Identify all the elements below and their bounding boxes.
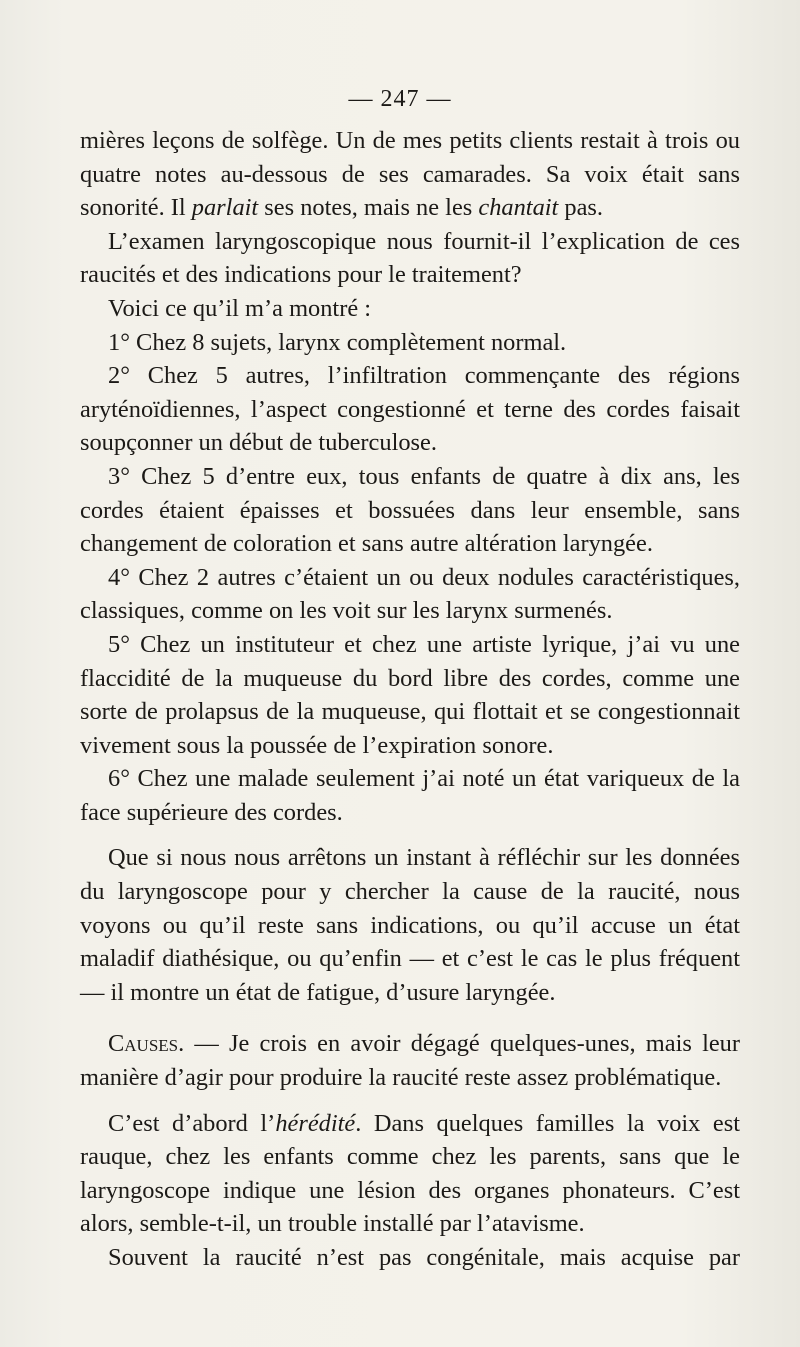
list-item: 5° Chez un instituteur et chez une artiste lyrique, j’ai vu une flaccidité de la muqueuse du bord libre des cordes, comme une sorte de prolapsus de la muqueuse, qui flottait et se congestionnait vivement sous la poussée de l’expiration sonore. bbox=[80, 630, 740, 759]
paragraph: C’est d’abord l’hérédité. Dans quelques familles la voix est rauque, chez les enfants comme chez les parents, sans que le laryngoscope indique une lésion des organes phonateurs. C’est alors, semble-t-il, un trouble installé par l’atavisme. bbox=[80, 1109, 740, 1238]
paragraph: mières leçons de solfège. Un de mes petits clients restait à trois ou quatre notes au-dessous de ses camarades. Sa voix était sans sonorité. Il parlait ses notes, mais ne les chantait pas. bbox=[80, 127, 740, 222]
paragraph: Souvent la raucité n’est pas congénitale, mais acquise par bbox=[108, 1244, 740, 1271]
paragraph: Voici ce qu’il m’a montré : bbox=[108, 294, 372, 322]
page-number: — 247 — bbox=[348, 86, 452, 112]
list-item: 3° Chez 5 d’entre eux, tous enfants de quatre à dix ans, les cordes étaient épaisses et bossuées dans leur ensemble, sans changement de coloration et sans autre altération laryngée. bbox=[80, 462, 740, 558]
list-item: 2° Chez 5 autres, l’infiltration commençante des régions aryténoïdiennes, l’aspect congestionné et terne des cordes faisait soupçonner un début de tuberculose. bbox=[80, 362, 740, 457]
paragraph: Que si nous nous arrêtons un instant à réfléchir sur les données du laryngoscope pour y chercher la cause de la raucité, nous voyons ou qu’il reste sans indications, ou qu’il accuse un état maladif diathésique, ou qu’enfin — et c’est le cas le plus fréquent — il montre un état de fatigue, d’usure laryngée. bbox=[80, 844, 740, 1006]
section-causes: Causes. — Je crois en avoir dégagé quelques-unes, mais leur manière d’agir pour produire la raucité reste assez problématique. bbox=[80, 1030, 740, 1092]
paragraph: L’examen laryngoscopique nous fournit-il l’explication de ces raucités et des indications pour le traitement? bbox=[80, 227, 740, 289]
list-item: 1° Chez 8 sujets, larynx complètement normal. bbox=[108, 328, 567, 356]
list-item: 6° Chez une malade seulement j’ai noté un état variqueux de la face supérieure des cordes. bbox=[80, 765, 740, 826]
page-body bbox=[80, 124, 740, 1275]
list-item: 4° Chez 2 autres c’étaient un ou deux nodules caractéristiques, classiques, comme on les voit sur les larynx surmenés. bbox=[80, 563, 740, 625]
